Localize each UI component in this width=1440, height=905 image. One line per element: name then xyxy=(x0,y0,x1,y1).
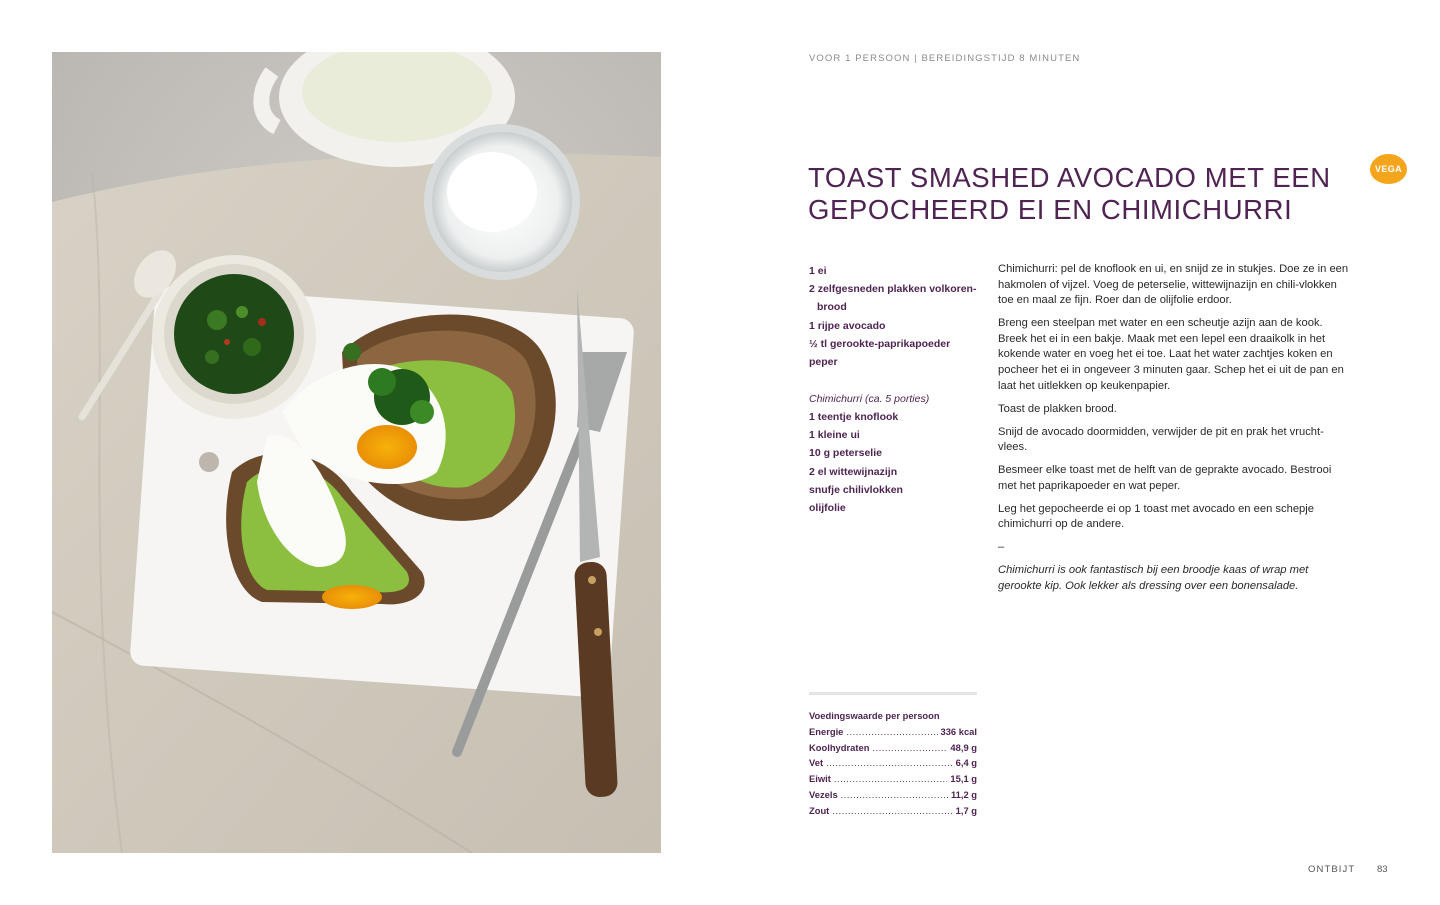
nutrition-row xyxy=(809,755,977,771)
nutrition-row xyxy=(809,787,977,803)
ingredient-item: peper xyxy=(809,356,838,369)
chimichurri-ingredient-item: 1 teentje knoflook xyxy=(809,411,899,423)
nutrition-title: Voedingswaarde per persoon xyxy=(809,710,940,721)
nutrition-value: 11,2 g xyxy=(950,788,977,800)
chimichurri-ingredient-list xyxy=(809,408,984,517)
recipe-photo xyxy=(52,52,661,853)
nutrition-label: Energie xyxy=(809,726,844,737)
vega-badge: VEGA xyxy=(1370,154,1407,184)
nutrition-label: Vezels xyxy=(809,788,838,800)
nutrition-label: Zout xyxy=(809,804,830,816)
ingredient-item: 2 zelfgesneden plakken volkoren- xyxy=(809,283,977,296)
nutrition-label: Eiwit xyxy=(809,773,831,785)
nutrition-row xyxy=(809,771,977,787)
recipe-title xyxy=(808,162,1348,226)
ingredient-item: ½ tl gerookte-paprikapoeder xyxy=(809,337,951,350)
method-step: Leg het gepocheerde ei op 1 toast met avocado en een schepje chimichurri op de andere. xyxy=(998,502,1314,531)
method-step: Breng een steelpan met water en een scheutje azijn aan de kook. Breek het ei in een bakje. Maak met een lepel een draaikolk in het kokende water en voeg het ei toe. Laat het water zachtjes koken en pocheer het ei in ongeveer 3 minuten gaar. Schep het ei uit de pan en laat het uitlekken op keukenpapier. xyxy=(998,317,1344,392)
method-step: Toast de plakken brood. xyxy=(998,402,1117,415)
page-number: 83 xyxy=(1377,864,1388,875)
nutrition-value: 6,4 g xyxy=(955,757,977,769)
nutrition-value: 1,7 g xyxy=(955,804,977,816)
nutrition-row xyxy=(809,803,977,819)
tip-note: Chimichurri is ook fantastisch bij een broodje kaas of wrap met gerookte kip. Ook lekker als dressing over een bonensalade. xyxy=(998,564,1309,592)
chimichurri-bowl xyxy=(152,255,316,419)
method-steps xyxy=(998,262,1350,602)
chimichurri-ingredient-item: olijfolie xyxy=(809,502,846,515)
chimichurri-ingredient-item: snufje chilivlokken xyxy=(809,483,903,496)
chimichurri-ingredient-item: 2 el wittewijnazijn xyxy=(809,465,898,478)
chimichurri-title: Chimichurri (ca. 5 porties) xyxy=(809,393,930,405)
nutrition-row xyxy=(809,724,977,740)
note-separator: – xyxy=(998,541,1005,554)
nutrition-divider xyxy=(809,692,977,695)
ingredient-list xyxy=(809,262,984,371)
nutrition-label: Koolhydraten xyxy=(809,741,870,753)
nutrition-row xyxy=(809,740,977,756)
chimichurri-ingredient-item: 1 kleine ui xyxy=(809,429,860,442)
chimichurri-ingredient-item: 10 g peterselie xyxy=(809,447,882,460)
recipe-meta: VOOR 1 PERSOON | BEREIDINGSTIJD 8 MINUTEN xyxy=(809,53,1081,64)
method-step: Chimichurri: pel de knoflook en ui, en snijd ze in stukjes. Doe ze in een hakmolen of vijzel. Voeg de peterselie, wittewijnazijn en chili-vlokken toe en maal ze fijn. Roer dan de olijfolie erdoor. xyxy=(998,263,1349,307)
footer-section-name: ONTBIJT xyxy=(1308,864,1356,875)
ingredient-item: 1 rijpe avocado xyxy=(809,319,886,332)
method-step: Snijd de avocado doormidden, verwijder de pit en prak het vrucht-vlees. xyxy=(998,425,1324,454)
nutrition-value: 336 kcal xyxy=(940,726,977,737)
recipe-title-line-2: GEPOCHEERD EI EN CHIMICHURRI xyxy=(808,194,1293,225)
nutrition-value: 48,9 g xyxy=(950,741,977,753)
ingredient-item: 1 ei xyxy=(809,265,827,277)
nutrition-label: Vet xyxy=(809,757,824,769)
yogurt-glass xyxy=(424,124,580,280)
nutrition-table xyxy=(809,724,977,818)
nutrition-value: 15,1 g xyxy=(950,773,977,785)
method-step: Besmeer elke toast met de helft van de geprakte avocado. Bestrooi met het paprikapoeder en wat peper. xyxy=(998,464,1332,492)
ingredient-item: brood xyxy=(817,301,847,314)
recipe-title-line-1: TOAST SMASHED AVOCADO MET EEN xyxy=(808,162,1331,193)
